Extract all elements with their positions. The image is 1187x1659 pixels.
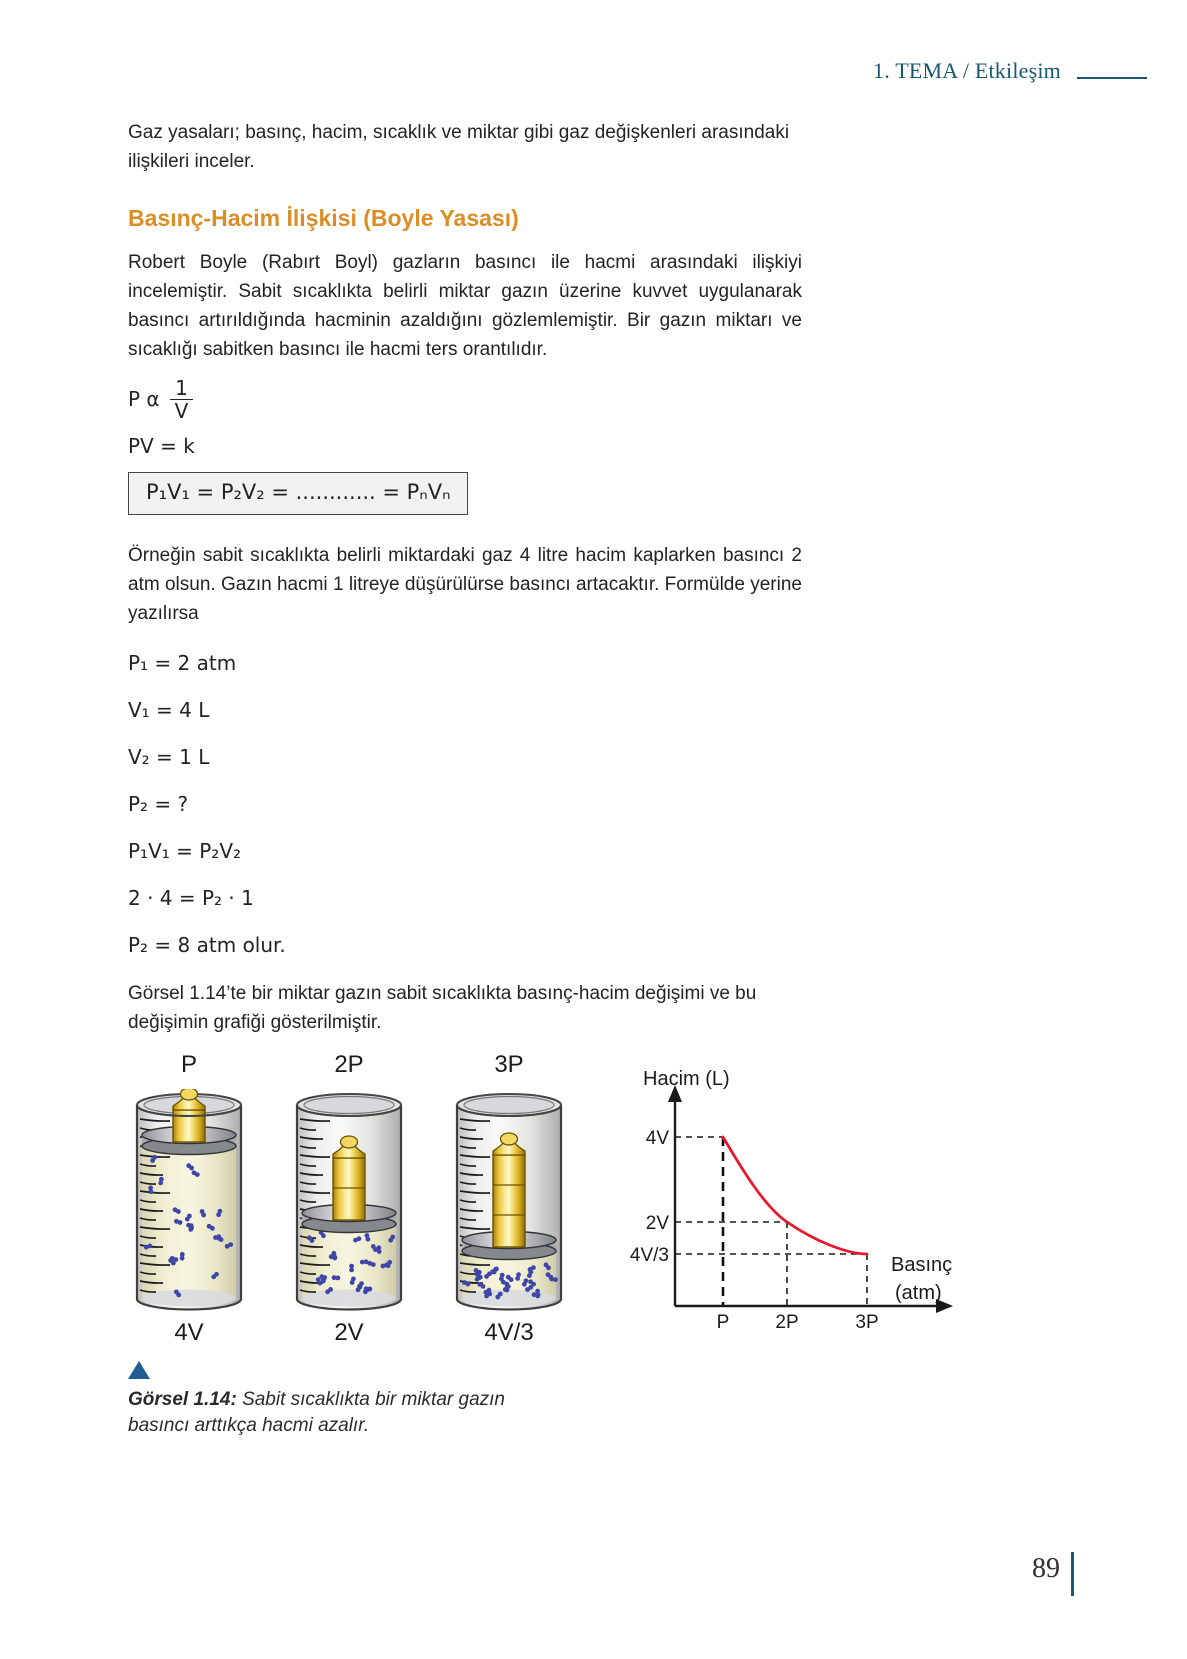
equation-step-3: V₂ = 1 L <box>128 745 210 769</box>
gas-cylinder-illustration-1 <box>128 1089 250 1313</box>
x-tick-p: P <box>716 1312 730 1333</box>
page-number: 89 <box>1032 1553 1060 1584</box>
page-number-rule <box>1071 1552 1074 1596</box>
proportionality-formula <box>128 370 802 428</box>
equation-step-2: V₁ = 4 L <box>128 698 210 722</box>
cylinder-block-3 <box>448 1049 570 1347</box>
boyle-graph-svg <box>618 1049 958 1334</box>
figure-intro-paragraph: Görsel 1.14’te bir miktar gazın sabit sıcaklıkta basınç-hacim değişimi ve bu değişimin grafiği gösterilmiştir. <box>128 983 757 1033</box>
volume-label-3: 4V/3 <box>484 1319 534 1346</box>
x-axis-label-line2: (atm) <box>895 1282 942 1304</box>
figure-caption-label: Görsel 1.14: <box>128 1389 237 1410</box>
equation-step-7: P₂ = 8 atm olur. <box>128 933 286 957</box>
y-tick-4v: 4V <box>645 1128 669 1149</box>
pressure-label-3: 3P <box>494 1051 524 1078</box>
chapter-header-text: 1. TEMA / Etkileşim <box>873 58 1061 83</box>
equation-step-1: P₁ = 2 atm <box>128 651 237 675</box>
gas-cylinder-illustration-3 <box>448 1089 570 1313</box>
y-tick-2v: 2V <box>645 1213 669 1234</box>
pv-k-formula: PV = k <box>128 434 195 458</box>
formula-lhs: P α <box>128 387 160 411</box>
fraction-denominator: V <box>174 398 189 423</box>
y-tick-4v3: 4V/3 <box>629 1245 669 1266</box>
content-column <box>128 118 953 1439</box>
figure-caption-text: Sabit sıcaklıkta bir miktar gazın basıncı arttıkça hacmi azalır. <box>128 1389 505 1436</box>
boyle-curve <box>723 1137 867 1254</box>
gas-cylinder-illustration-2 <box>288 1089 410 1313</box>
x-tick-3p: 3P <box>855 1312 879 1333</box>
cylinder-block-1 <box>128 1049 250 1347</box>
header-rule <box>1077 77 1147 79</box>
page-footer <box>1032 1552 1074 1596</box>
fraction-numerator: 1 <box>170 377 193 400</box>
cylinder-block-2 <box>288 1049 410 1347</box>
caption-triangle-icon <box>128 1361 150 1379</box>
section-title: Basınç-Hacim İlişkisi (Boyle Yasası) <box>128 205 519 231</box>
x-axis-label-line1: Basınç <box>891 1254 953 1276</box>
volume-label-1: 4V <box>174 1319 204 1346</box>
fraction-one-over-v <box>170 377 194 422</box>
pressure-label-1: P <box>180 1051 197 1078</box>
figure-caption <box>128 1387 528 1439</box>
example-paragraph: Örneğin sabit sıcaklıkta belirli miktardaki gaz 4 litre hacim kaplarken basıncı 2 atm olsun. Gazın hacmi 1 litreye düşürülürse basıncı artacaktır. Formülde yerine yazılırsa <box>128 545 802 624</box>
figure-gorsel-1-14 <box>128 1049 953 1347</box>
boyle-law-boxed-formula: P₁V₁ = P₂V₂ = ............ = PₙVₙ <box>128 472 468 515</box>
equation-step-4: P₂ = ? <box>128 792 189 816</box>
equation-step-5: P₁V₁ = P₂V₂ <box>128 839 242 863</box>
running-header <box>873 58 1147 84</box>
x-tick-2p: 2P <box>775 1312 799 1333</box>
pressure-volume-graph <box>618 1049 958 1339</box>
boyle-paragraph: Robert Boyle (Rabırt Boyl) gazların basıncı ile hacmi arasındaki ilişkiyi incelemiştir. Sabit sıcaklıkta belirli miktar gazın üzerine kuvvet uygulanarak basıncı artırıldığında hacminin azaldığını gözlemlemiştir. Bir gazın miktarı ve sıcaklığı sabitken basıncı ile hacmi ters orantılıdır. <box>128 252 802 360</box>
volume-label-2: 2V <box>334 1319 364 1346</box>
equation-step-6: 2 · 4 = P₂ · 1 <box>128 886 254 910</box>
intro-paragraph: Gaz yasaları; basınç, hacim, sıcaklık ve miktar gibi gaz değişkenleri arasındaki ilişkileri inceler. <box>128 122 790 172</box>
y-axis-label: Hacim (L) <box>643 1068 730 1090</box>
pressure-label-2: 2P <box>334 1051 364 1078</box>
